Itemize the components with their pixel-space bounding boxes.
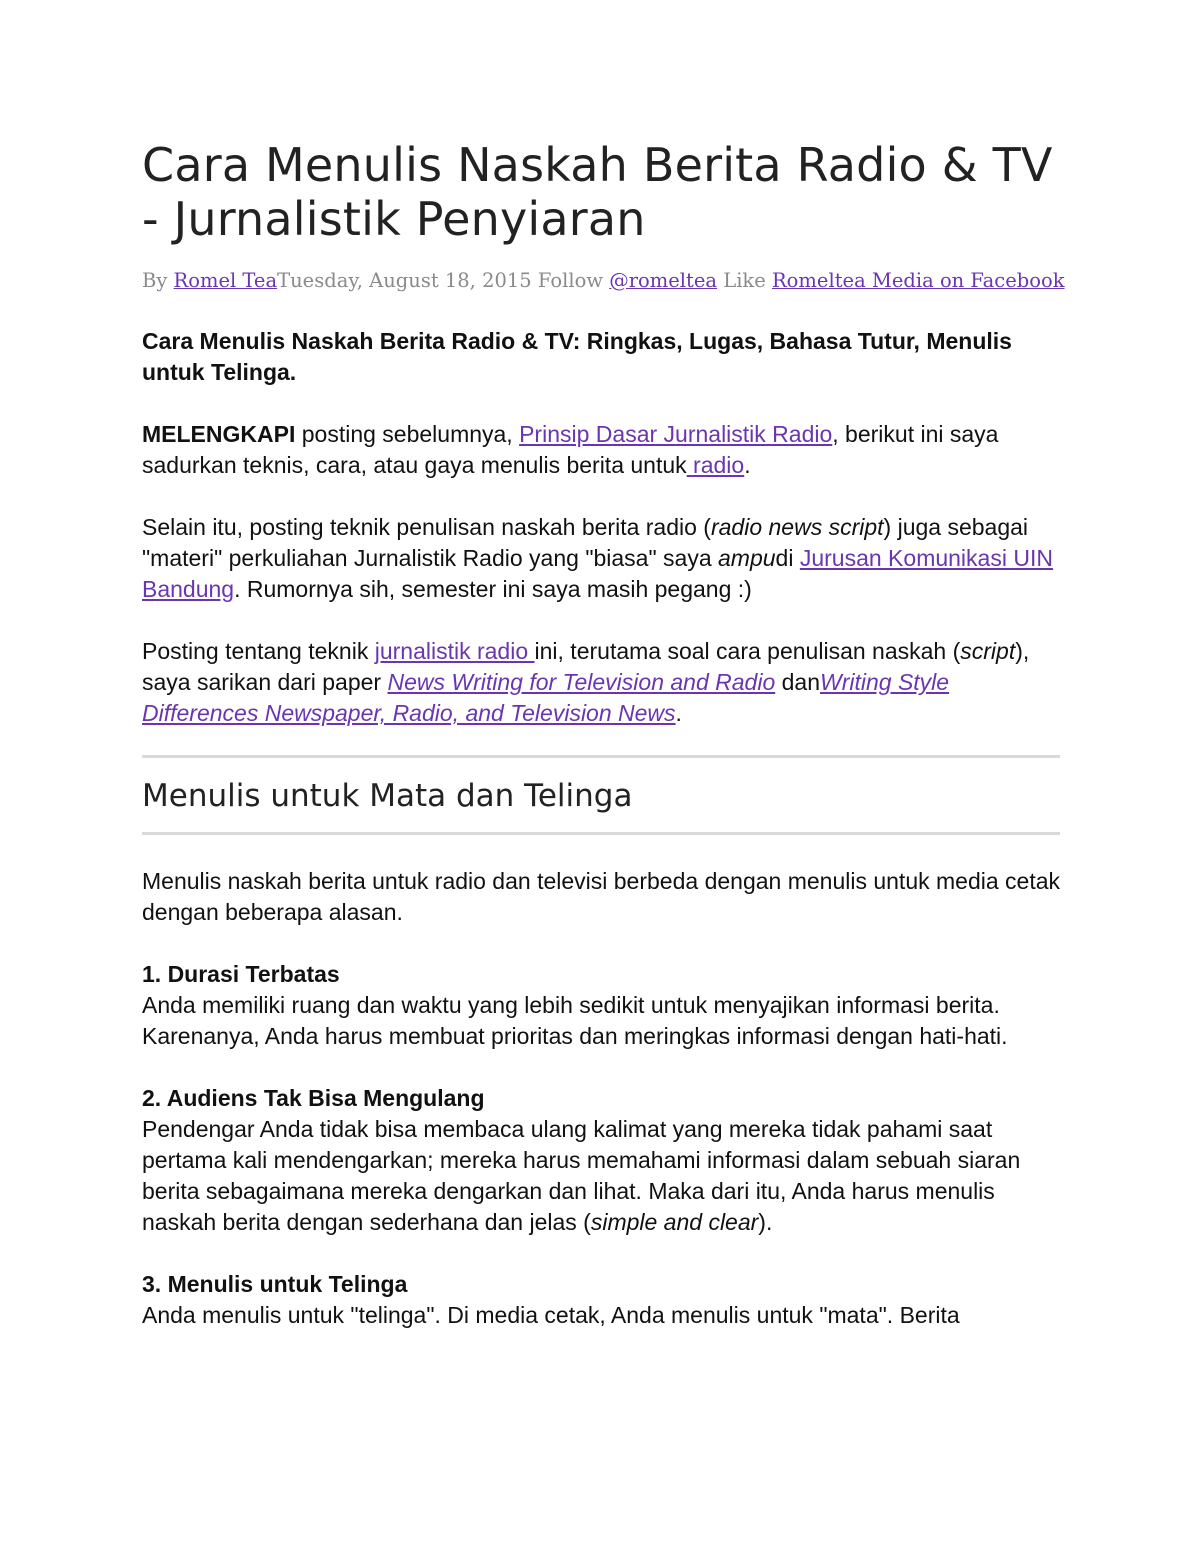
article <box>142 138 1065 1331</box>
paragraph-2-text-2: ) juga sebagai "materi" perkuliahan Jurnalistik Radio yang "biasa" saya <box>142 514 1029 571</box>
author-link[interactable]: Romel Tea <box>173 269 278 292</box>
paragraph-3-text-4: dan <box>775 669 820 695</box>
paragraph-1-text-2: , berikut ini saya sadurkan teknis, cara, atau gaya menulis berita untuk <box>142 421 999 478</box>
item-text: Anda menulis untuk "telinga". Di media cetak, Anda menulis untuk "mata". Berita <box>142 1302 960 1328</box>
byline <box>142 267 1065 295</box>
link-news-writing-label: News Writing for Television and Radio <box>387 669 776 695</box>
paragraph-3-text-3: ), saya sarikan dari paper <box>142 638 1030 695</box>
link-news-writing[interactable] <box>387 669 775 695</box>
item-text-main: Pendengar Anda tidak bisa membaca ulang kalimat yang mereka tidak pahami saat pertama kali mendengarkan; mereka harus memahami informasi dalam sebuah siaran berita sebagaimana mereka dengarkan dan lihat. Maka dari itu, Anda harus menulis naskah berita dengan sederhana dan jelas ( <box>142 1116 1021 1235</box>
paragraph-2 <box>142 512 1060 605</box>
divider-top <box>142 755 1060 758</box>
paragraph-3-text: Posting tentang teknik <box>142 638 375 664</box>
list-item <box>142 1269 1060 1331</box>
item-heading: 3. Menulis untuk Telinga <box>142 1271 408 1297</box>
item-heading: 1. Durasi Terbatas <box>142 961 340 987</box>
paragraph-3 <box>142 636 1060 729</box>
list-item <box>142 959 1060 1052</box>
item-text: Anda memiliki ruang dan waktu yang lebih sedikit untuk menyajikan informasi berita. Karenanya, Anda harus membuat prioritas dan meringkas informasi dengan hati-hati. <box>142 992 1008 1049</box>
list-item <box>142 1083 1060 1238</box>
article-body <box>142 326 1060 1331</box>
paragraph-3-italic: script <box>960 638 1016 664</box>
paragraph-3-text-5: . <box>675 700 682 726</box>
item-heading: 2. Audiens Tak Bisa Mengulang <box>142 1085 485 1111</box>
twitter-link[interactable]: @romeltea <box>609 269 718 292</box>
paragraph-2-text: Selain itu, posting teknik penulisan naskah berita radio ( <box>142 514 711 540</box>
page-title: Cara Menulis Naskah Berita Radio & TV - Jurnalistik Penyiaran <box>142 138 1053 246</box>
paragraph-1-text-3: . <box>744 452 751 478</box>
section-title: Menulis untuk Mata dan Telinga <box>142 778 633 814</box>
paragraph-2-italic: radio news script <box>710 514 884 540</box>
item-text <box>142 1114 1060 1238</box>
paragraph-1-text: posting sebelumnya, <box>295 421 520 447</box>
divider-bottom <box>142 832 1060 835</box>
paragraph-2-text-3: di <box>775 545 800 571</box>
paragraph-2-text-4: . Rumornya sih, semester ini saya masih pegang :) <box>234 576 752 602</box>
paragraph-1 <box>142 419 1060 481</box>
link-jurnalistik-radio[interactable]: jurnalistik radio <box>374 638 535 664</box>
byline-like: Like <box>717 269 772 292</box>
byline-date: Tuesday, August 18, 2015 Follow <box>277 269 610 292</box>
paragraph-3-text-2: ini, terutama soal cara penulisan naskah ( <box>534 638 961 664</box>
facebook-link[interactable]: Romeltea Media on Facebook <box>772 269 1065 292</box>
link-writing-style-label: Writing Style Differences Newspaper, Radio, and Television News <box>142 669 950 726</box>
item-text-tail: ). <box>758 1209 773 1235</box>
byline-by: By <box>142 269 174 292</box>
link-jurusan-komunikasi[interactable]: Jurusan Komunikasi UIN Bandung <box>142 545 1053 602</box>
link-prinsip-dasar[interactable]: Prinsip Dasar Jurnalistik Radio <box>519 421 833 447</box>
link-radio[interactable]: radio <box>686 452 745 478</box>
paragraph-1-bold: MELENGKAPI <box>142 421 296 447</box>
lead-paragraph: Cara Menulis Naskah Berita Radio & TV: Ringkas, Lugas, Bahasa Tutur, Menulis untuk Telinga. <box>142 328 1012 385</box>
item-text-italic: simple and clear <box>590 1209 759 1235</box>
paragraph-2-italic-2: ampu <box>718 545 776 571</box>
section-intro: Menulis naskah berita untuk radio dan televisi berbeda dengan menulis untuk media cetak dengan beberapa alasan. <box>142 868 1061 925</box>
